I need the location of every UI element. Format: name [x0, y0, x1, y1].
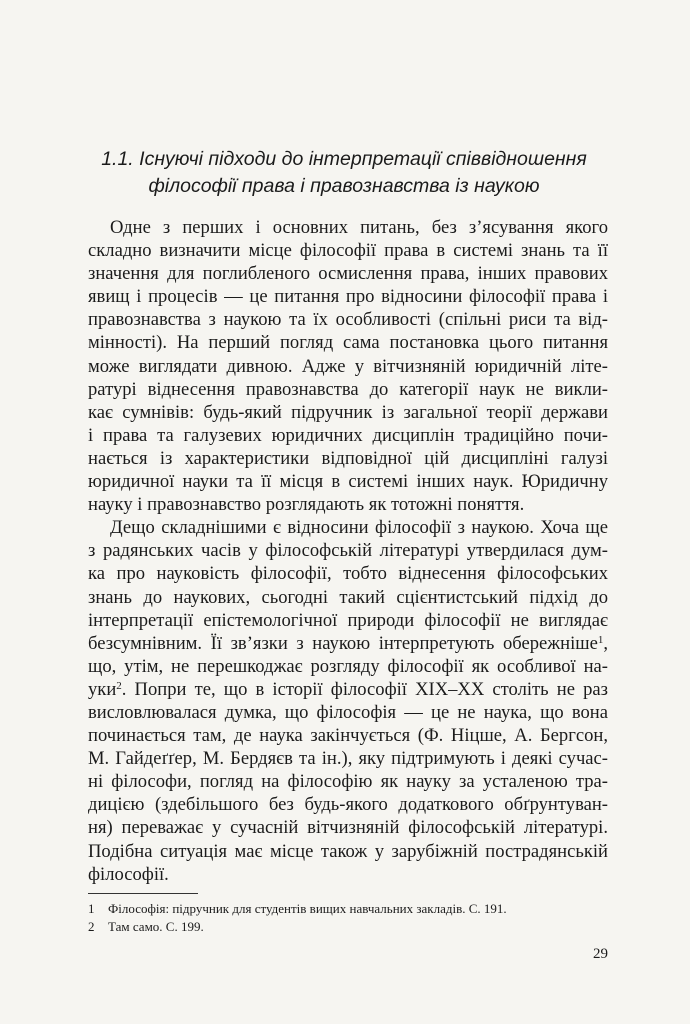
text-line: ні філософи, погляд на філософію як науку за усталеною тра- — [88, 771, 608, 793]
text-line: і права та галузевих юридичних дисциплін традиційно почи- — [88, 424, 608, 446]
body-text — [88, 216, 608, 886]
text-line: може виглядати дивною. Адже у вітчизняній юридичній літе- — [88, 355, 608, 377]
footnote-ref-1[interactable]: 1 — [597, 633, 604, 646]
text-line: що, утім, не перешкоджає розгляду філософії як особливої на- — [88, 655, 608, 677]
text-fragment: . Попри те, що в історії філософії XIX–XX століть не раз — [121, 678, 608, 700]
text-line: мінності). На перший погляд сама постановка цього питання — [88, 332, 608, 354]
footnote-2 — [88, 918, 608, 936]
text-fragment: уки — [88, 678, 117, 700]
text-line: Подібна ситуація має місце також у зарубіжній пострадянській — [88, 840, 608, 862]
text-line: дицією (здебільшого без будь-якого додаткового обґрунтуван- — [88, 794, 608, 816]
text-line: ня) переважає у сучасній вітчизняній філософській літературі. — [88, 817, 608, 839]
text-line: М. Гайдеґґер, М. Бердяєв та ін.), яку підтримують і деякі сучас- — [88, 748, 608, 770]
text-line: починається там, де наука закінчується (Ф. Ніцше, А. Бергсон, — [88, 725, 608, 747]
text-fragment: безсумнівним. Її зв’язки з наукою інтерпретують обережніше — [88, 632, 598, 654]
text-line: філософії. — [88, 863, 169, 885]
text-line: ратурі віднесення правознавства до категорії наук не викли- — [88, 378, 608, 400]
text-line: нається із характеристики відповідної цій дисципліні галузі — [88, 447, 608, 469]
text-line: науку і правознавство розглядають як тотожні поняття. — [88, 494, 525, 516]
section-heading-line-1: 1.1. Існуючі підходи до інтерпретації співвідношення — [101, 148, 587, 170]
text-line: Одне з перших і основних питань, без з’ясування якого — [110, 217, 608, 238]
text-line: знань до наукових, сьогодні такий сцієнтистський підхід до — [88, 586, 608, 608]
text-line: значення для поглибленого осмислення права, інших правових — [88, 263, 608, 285]
footnote-number: 1 — [88, 901, 95, 916]
page-number: 29 — [593, 946, 608, 962]
footnote-1 — [88, 900, 608, 918]
text-line: ка про науковість філософії, тобто віднесення філософських — [88, 563, 608, 585]
text-line: Дещо складнішими є відносини філософії з наукою. Хоча ще — [110, 517, 608, 539]
text-line: кає сумнівів: будь-який підручник із загальної теорії держави — [88, 401, 608, 423]
footnote-text: Філософія: підручник для студентів вищих навчальних закладів. С. 191. — [108, 901, 507, 916]
section-heading — [88, 146, 600, 200]
section-heading-line-2: філософії права і правознавства із наукою — [148, 175, 540, 197]
text-line: явищ і процесів — це питання про відносини філософії права і — [88, 286, 608, 308]
footnote-divider — [88, 893, 198, 894]
text-line: юридичної науки та її місця в системі інших наук. Юридичну — [88, 471, 608, 493]
text-line: складно визначити місце філософії права в системі знань та її — [88, 240, 608, 262]
text-line: інтерпретації епістемологічної природи філософії не виглядає — [88, 609, 608, 631]
footnotes — [88, 900, 608, 936]
text-line-with-footnote-ref: безсумнівним. Її зв’язки з наукою інтерпретують обережніше$^1$, — [88, 632, 608, 654]
text-line: з радянських часів у філософській літературі утвердилася дум- — [88, 540, 608, 562]
footnote-number: 2 — [88, 919, 95, 934]
footnote-ref-2[interactable]: 2 — [116, 679, 122, 692]
text-line-with-footnote-ref — [88, 678, 608, 701]
text-line: висловлювалася думка, що філософія — це не наука, що вона — [88, 701, 608, 723]
text-line: правознавства з наукою та їх особливості (спільні риси та від- — [88, 309, 608, 331]
footnote-text: Там само. С. 199. — [108, 919, 204, 934]
